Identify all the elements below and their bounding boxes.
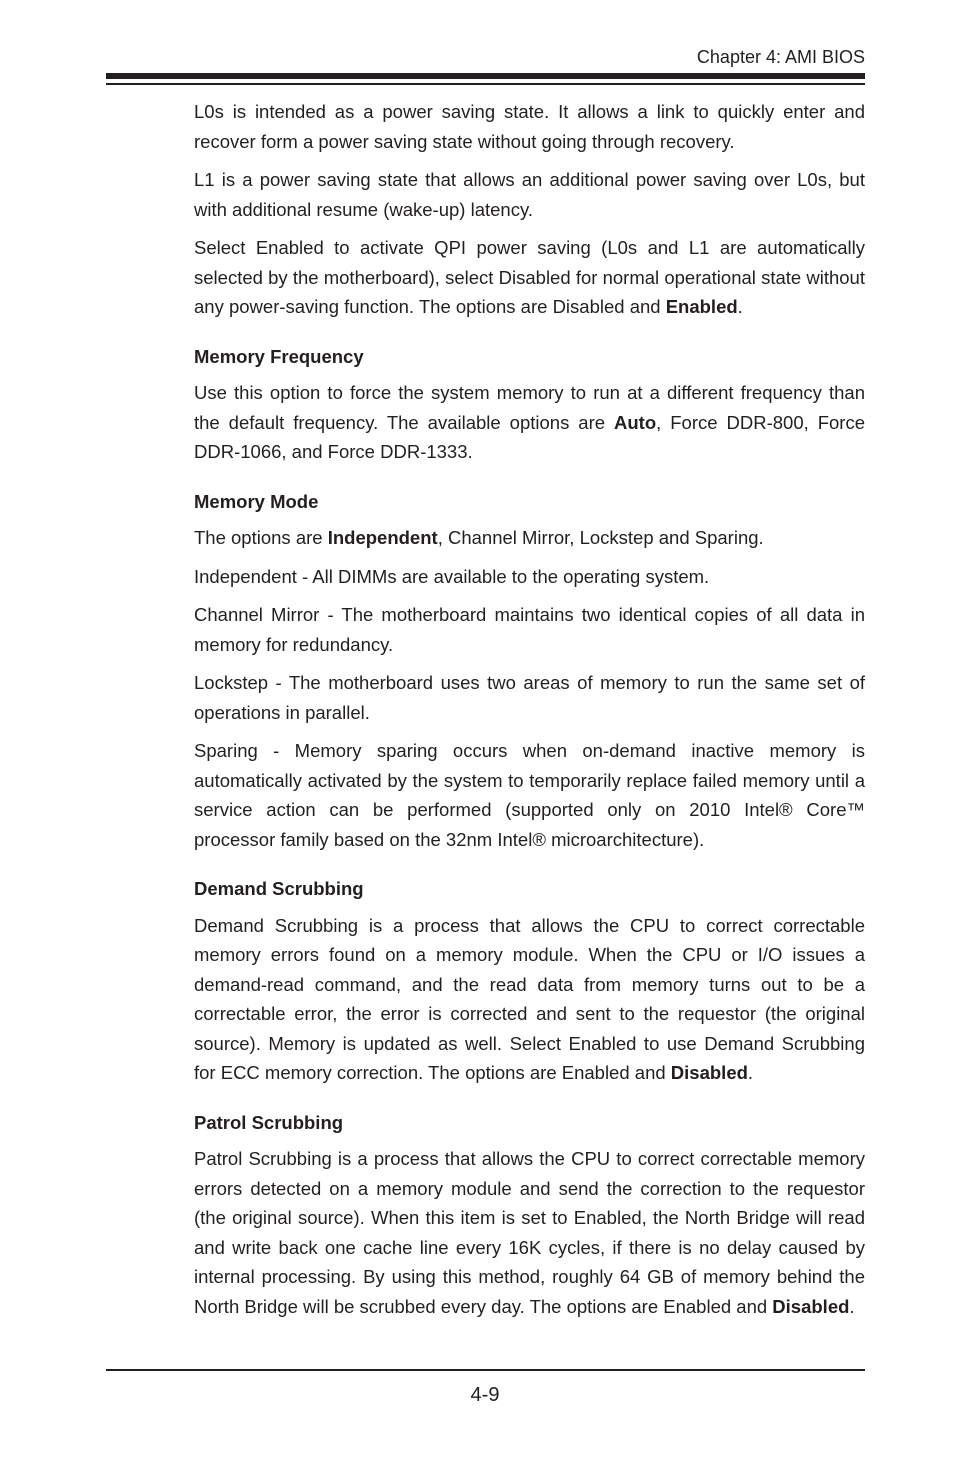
text-run: , Channel Mirror, Lockstep and Sparing. (437, 527, 764, 548)
section-paragraph: Sparing - Memory sparing occurs when on-demand inactive memory is automatically activated by the system to temporarily replace failed memory until a service action can be performed (supported only on 2010 Intel® Core™ processor family based on the 32nm Intel® microarchitecture). (194, 740, 865, 850)
section-paragraph (194, 523, 865, 553)
text-run: Use this option to force the system memory to run at a different frequency than the default frequency. The available options are (194, 382, 865, 433)
section-paragraph: Lockstep - The motherboard uses two areas of memory to run the same set of operations in parallel. (194, 672, 865, 723)
section-heading-memory-frequency: Memory Frequency (194, 345, 364, 367)
text-run: Patrol Scrubbing is a process that allows the CPU to correct correctable memory errors detected on a memory module and send the correction to the requestor (the original source). When this item is set to Enabled, the North Bridge will read and write back one cache line every 16K cycles, if there is no delay caused by internal processing. By using this method, roughly 64 GB of memory behind the North Bridge will be scrubbed every day. The options are Enabled and (194, 1148, 865, 1317)
page-body (194, 97, 865, 1330)
section-heading-demand-scrubbing: Demand Scrubbing (194, 878, 364, 899)
text-run: . (849, 1295, 855, 1317)
text-run: . (737, 296, 743, 317)
default-option: Auto (614, 411, 657, 433)
page-number (0, 1383, 954, 1407)
default-option: Disabled (772, 1295, 850, 1317)
header-rule-thin (106, 83, 865, 85)
text-run: Select Enabled to activate QPI power saving (L0s and L1 are automatically selected by the motherboard), select Disabled for normal operational state without any power-saving function. The options are Disabled and (194, 237, 865, 317)
text-run: , Force DDR-800, Force DDR-1066, and Force DDR-1333. (194, 411, 866, 462)
default-option: Independent (327, 527, 438, 548)
chapter-title: Chapter 4: AMI BIOS (696, 47, 865, 67)
intro-paragraph: L0s is intended as a power saving state. It allows a link to quickly enter and recover form a power saving state without going through recovery. (194, 101, 865, 152)
header-rule-thick (106, 73, 865, 79)
intro-paragraph: L1 is a power saving state that allows an additional power saving over L0s, but with additional resume (wake-up) latency. (194, 169, 865, 220)
text-run: The options are (194, 527, 328, 548)
text-run: . (747, 1062, 754, 1083)
section-paragraph (194, 911, 865, 1088)
default-option: Enabled (665, 296, 738, 317)
footer-rule (106, 1369, 865, 1371)
section-paragraph (194, 378, 865, 467)
section-paragraph (194, 1144, 865, 1321)
page-number-text: 4-9 (470, 1384, 500, 1406)
default-option: Disabled (670, 1062, 748, 1083)
text-run: Demand Scrubbing is a process that allows the CPU to correct correctable memory errors found on a memory module. When the CPU or I/O issues a demand-read command, and the read data from memory turns out to be a correctable error, the error is corrected and sent to the requestor (the original source). Memory is updated as well. Select Enabled to use Demand Scrubbing for ECC memory correction. The options are Enabled and (194, 914, 865, 1083)
section-heading-patrol-scrubbing: Patrol Scrubbing (194, 1111, 344, 1133)
section-paragraph: Channel Mirror - The motherboard maintains two identical copies of all data in memory for redundancy. (194, 604, 865, 655)
section-paragraph: Independent - All DIMMs are available to the operating system. (194, 565, 710, 587)
intro-paragraph (194, 233, 865, 322)
section-heading-memory-mode: Memory Mode (194, 490, 319, 512)
